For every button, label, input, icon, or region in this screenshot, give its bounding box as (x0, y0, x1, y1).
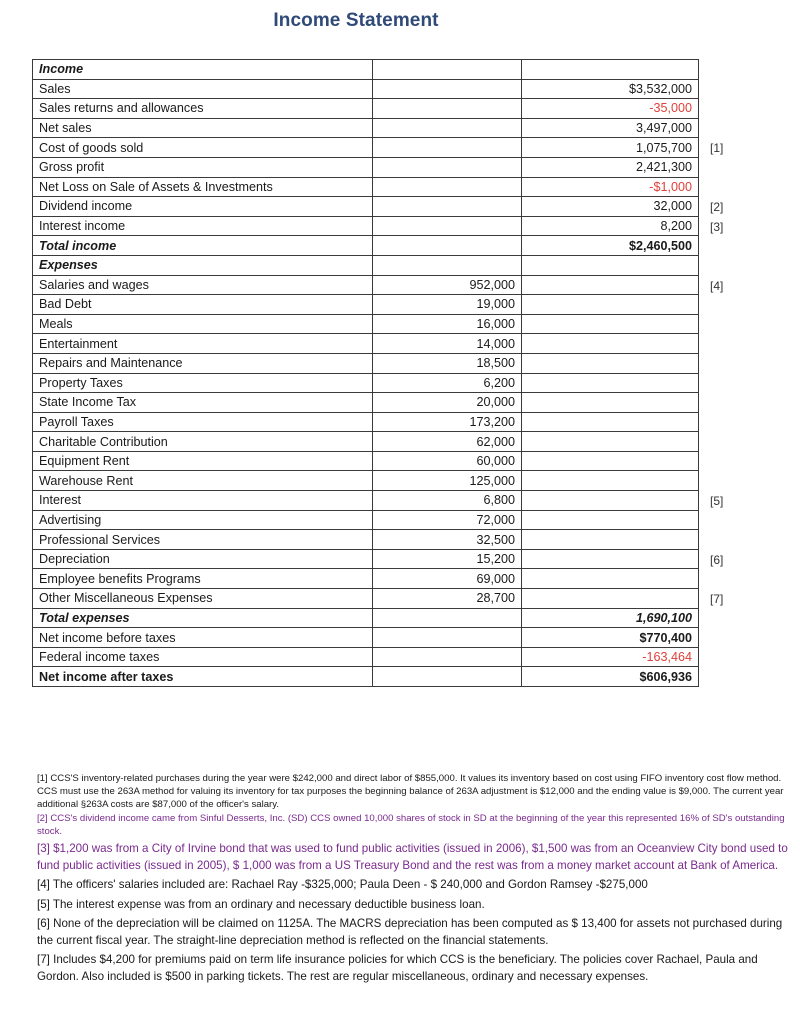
total-amount (522, 491, 724, 511)
total-amount (522, 530, 699, 550)
amount-value: 3,497,000 (635, 121, 692, 136)
table-row (33, 530, 699, 550)
footnote-reference: [3] (710, 219, 724, 234)
footnote: [1] CCS'S inventory-related purchases during the year were $242,000 and direct labor of $855,000. It values its inventory based on cost using FIFO inventory cost flow method. CCS must use the 263A method for valuing its inventory for tax purposes the beginning balance of 263A adjustment is $12,000 and the ending value is $9,000. The current year additional §263A costs are $87,000 of the officer's salary. (37, 773, 784, 811)
detail-amount (373, 157, 522, 177)
table-row (33, 197, 699, 217)
table-row (33, 471, 699, 491)
total-amount (522, 216, 724, 236)
row-label: Sales (33, 79, 373, 99)
row-label: Advertising (33, 510, 373, 530)
amount-value: $3,532,000 (628, 81, 692, 96)
detail-amount (373, 79, 522, 99)
total-amount (522, 255, 699, 275)
page-title: Income Statement (273, 10, 439, 31)
table-row (33, 510, 699, 530)
table-row (33, 216, 699, 236)
footnote-reference: [4] (710, 278, 724, 293)
amount-value: $770,400 (639, 630, 692, 645)
row-label: Meals (33, 314, 373, 334)
detail-amount: 18,500 (373, 353, 522, 373)
income-statement-table (32, 59, 724, 687)
footnote: [4] The officers' salaries included are: Rachael Ray -$325,000; Paula Deen - $ 240,000 and Gordon Ramsey -$275,000 (37, 878, 648, 892)
detail-amount: 60,000 (373, 451, 522, 471)
detail-amount: 16,000 (373, 314, 522, 334)
row-label: Equipment Rent (33, 451, 373, 471)
amount-value: -35,000 (649, 101, 692, 116)
detail-amount: 173,200 (373, 412, 522, 432)
detail-amount (373, 138, 522, 158)
row-label: Net Loss on Sale of Assets & Investments (33, 177, 373, 197)
detail-amount (373, 60, 522, 80)
total-amount (522, 314, 699, 334)
amount-value: 1,075,700 (635, 140, 692, 155)
total-amount (522, 393, 699, 413)
table-row (33, 451, 699, 471)
total-amount (522, 589, 724, 609)
detail-amount (373, 608, 522, 628)
total-amount (522, 510, 699, 530)
amount-value: -163,464 (642, 650, 692, 665)
row-label: Other Miscellaneous Expenses (33, 589, 373, 609)
total-amount (522, 157, 699, 177)
total-amount (522, 295, 699, 315)
detail-amount: 72,000 (373, 510, 522, 530)
total-amount (522, 60, 699, 80)
table-row (33, 60, 699, 80)
table-row (33, 647, 699, 667)
footnote: [3] $1,200 was from a City of Irvine bond that was used to fund public activities (issued in 2006), $1,500 was from an Oceanview City bond used to fund public activities (issued in 2005), $ 1,000 was from a US Treasury Bond and the rest was from a money market account at Bank of America. (37, 842, 788, 872)
row-label: State Income Tax (33, 393, 373, 413)
total-amount (522, 275, 724, 295)
row-label: Net income after taxes (33, 667, 373, 687)
table-row (33, 589, 699, 609)
table-row (33, 491, 699, 511)
table-row (33, 549, 699, 569)
table-row (33, 353, 699, 373)
row-label: Expenses (33, 255, 373, 275)
amount-value: 32,000 (653, 199, 692, 214)
table-row (33, 236, 699, 256)
table-row (33, 138, 699, 158)
total-amount (522, 334, 699, 354)
detail-amount (373, 177, 522, 197)
total-amount (522, 628, 699, 648)
total-amount (522, 373, 699, 393)
total-amount (522, 236, 699, 256)
row-label: Warehouse Rent (33, 471, 373, 491)
table-row (33, 157, 699, 177)
amount-value: 8,200 (660, 219, 692, 234)
row-label: Cost of goods sold (33, 138, 373, 158)
row-label: Payroll Taxes (33, 412, 373, 432)
footnote-reference: [7] (710, 592, 724, 607)
row-label: Net income before taxes (33, 628, 373, 648)
amount-value: 2,421,300 (635, 160, 692, 175)
total-amount (522, 432, 699, 452)
row-label: Entertainment (33, 334, 373, 354)
row-label: Dividend income (33, 197, 373, 217)
detail-amount: 62,000 (373, 432, 522, 452)
row-label: Federal income taxes (33, 647, 373, 667)
row-label: Property Taxes (33, 373, 373, 393)
amount-value: $606,936 (639, 669, 692, 684)
total-amount (522, 608, 699, 628)
row-label: Net sales (33, 118, 373, 138)
detail-amount: 125,000 (373, 471, 522, 491)
total-amount (522, 569, 699, 589)
footnote-reference: [5] (710, 494, 724, 509)
amount-value: -$1,000 (649, 179, 692, 194)
total-amount (522, 353, 699, 373)
table-row (33, 314, 699, 334)
footnote: [5] The interest expense was from an ordinary and necessary deductible business loan. (37, 897, 485, 911)
total-amount (522, 549, 724, 569)
table-row (33, 118, 699, 138)
detail-amount (373, 118, 522, 138)
footnote: [2] CCS's dividend income came from Sinful Desserts, Inc. (SD) CCS owned 10,000 shares of stock in SD at the beginning of the year this represented 16% of SD's outstanding stock. (37, 812, 785, 837)
total-amount (522, 471, 699, 491)
footnote-reference: [2] (710, 200, 724, 215)
detail-amount (373, 667, 522, 687)
total-amount (522, 99, 699, 119)
detail-amount (373, 236, 522, 256)
row-label: Total expenses (33, 608, 373, 628)
table-row (33, 99, 699, 119)
row-label: Interest (33, 491, 373, 511)
table-row (33, 393, 699, 413)
detail-amount (373, 628, 522, 648)
table-row (33, 79, 699, 99)
table-row (33, 295, 699, 315)
total-amount (522, 647, 699, 667)
detail-amount (373, 647, 522, 667)
row-label: Employee benefits Programs (33, 569, 373, 589)
footnote-reference: [1] (710, 141, 724, 156)
row-label: Interest income (33, 216, 373, 236)
detail-amount: 19,000 (373, 295, 522, 315)
table-row (33, 412, 699, 432)
detail-amount (373, 255, 522, 275)
footnote-reference: [6] (710, 552, 724, 567)
detail-amount: 15,200 (373, 549, 522, 569)
footnote: [6] None of the depreciation will be claimed on 1125A. The MACRS depreciation has been computed as $ 13,400 for assets not purchased during the current fiscal year. The straight-line depreciation method is reflected on the financial statements. (37, 917, 783, 947)
table-row (33, 275, 699, 295)
row-label: Salaries and wages (33, 275, 373, 295)
table-row (33, 608, 699, 628)
detail-amount: 6,800 (373, 491, 522, 511)
row-label: Depreciation (33, 549, 373, 569)
table-row (33, 432, 699, 452)
total-amount (522, 118, 699, 138)
detail-amount: 6,200 (373, 373, 522, 393)
row-label: Bad Debt (33, 295, 373, 315)
detail-amount: 32,500 (373, 530, 522, 550)
row-label: Sales returns and allowances (33, 99, 373, 119)
footnotes (37, 772, 789, 985)
table-row (33, 667, 699, 687)
table-row (33, 334, 699, 354)
detail-amount (373, 197, 522, 217)
total-amount (522, 79, 699, 99)
row-label: Income (33, 60, 373, 80)
total-amount (522, 412, 699, 432)
detail-amount (373, 216, 522, 236)
row-label: Total income (33, 236, 373, 256)
amount-value: 1,690,100 (635, 610, 692, 625)
detail-amount (373, 99, 522, 119)
total-amount (522, 451, 699, 471)
row-label: Professional Services (33, 530, 373, 550)
total-amount (522, 197, 724, 217)
row-label: Gross profit (33, 157, 373, 177)
total-amount (522, 138, 724, 158)
table-row (33, 569, 699, 589)
detail-amount: 20,000 (373, 393, 522, 413)
amount-value: $2,460,500 (628, 238, 692, 253)
table-row (33, 628, 699, 648)
detail-amount: 952,000 (373, 275, 522, 295)
row-label: Repairs and Maintenance (33, 353, 373, 373)
footnote: [7] Includes $4,200 for premiums paid on term life insurance policies for which CCS is the beneficiary. The policies cover Rachael, Paula and Gordon. Also included is $500 in parking tickets. The rest are regular miscellaneous, ordinary and necessary expenses. (37, 953, 758, 983)
detail-amount: 69,000 (373, 569, 522, 589)
table-row (33, 255, 699, 275)
detail-amount: 14,000 (373, 334, 522, 354)
total-amount (522, 667, 699, 687)
total-amount (522, 177, 699, 197)
detail-amount: 28,700 (373, 589, 522, 609)
table-row (33, 177, 699, 197)
row-label: Charitable Contribution (33, 432, 373, 452)
table-row (33, 373, 699, 393)
